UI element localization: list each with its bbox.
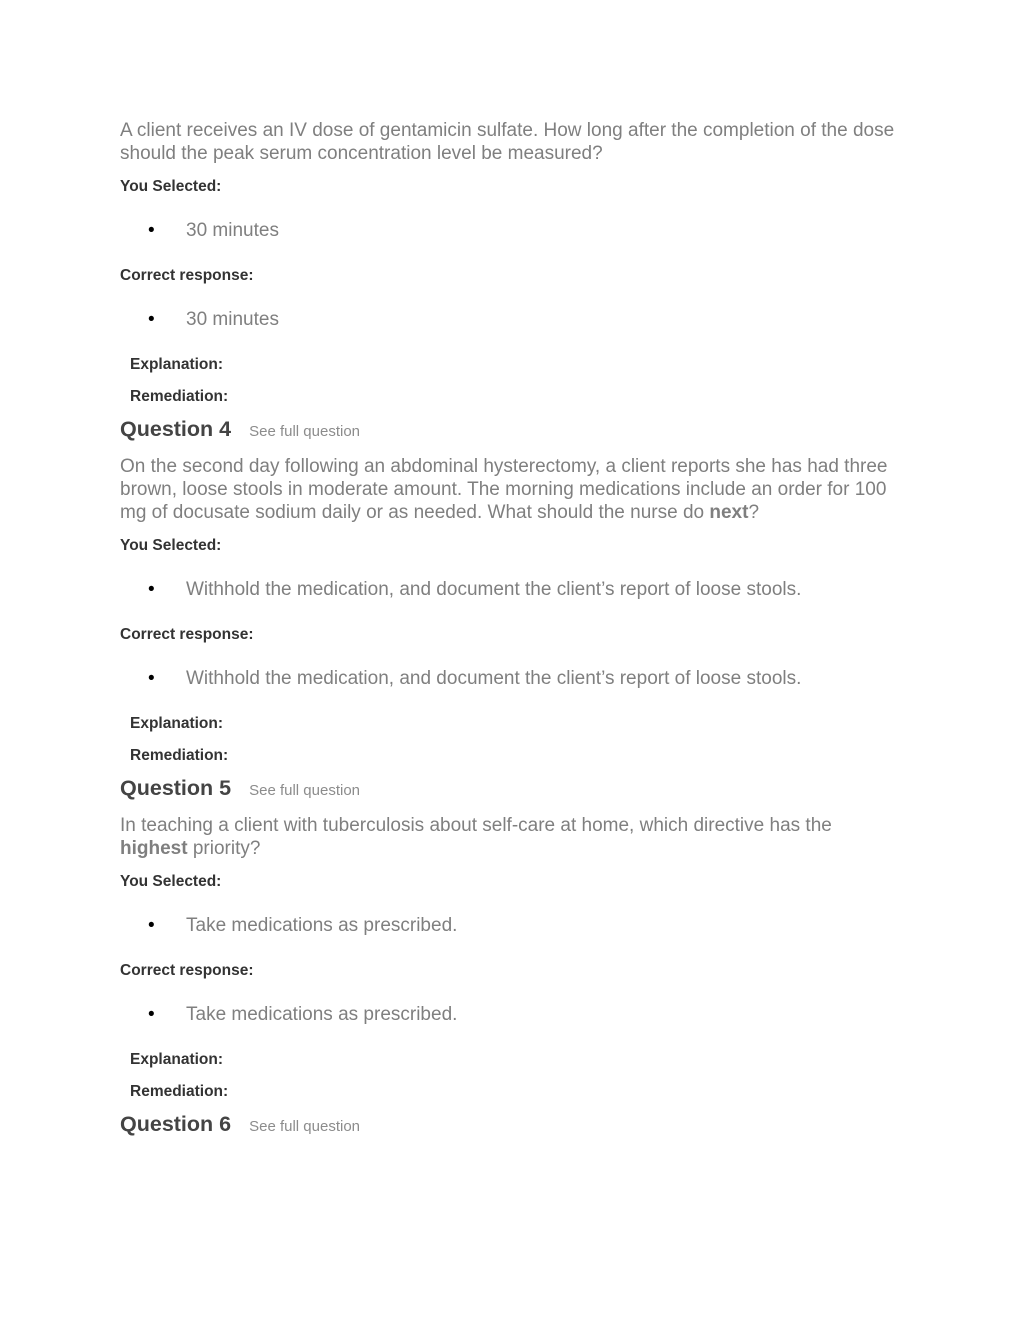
selected-answer-list bbox=[120, 578, 900, 601]
correct-answer bbox=[120, 667, 900, 690]
question-4-block bbox=[120, 417, 900, 766]
question-5-title: Question 5 bbox=[120, 776, 232, 800]
selected-answer-text: Take medications as prescribed. bbox=[186, 915, 458, 936]
bullet-icon: • bbox=[148, 220, 155, 241]
explanation-label: Explanation: bbox=[130, 715, 224, 732]
bullet-icon: • bbox=[148, 309, 155, 330]
question-4-heading bbox=[120, 417, 900, 442]
correct-answer-list bbox=[120, 308, 900, 331]
selected-answer bbox=[120, 914, 900, 937]
question-4-emphasis: next bbox=[709, 502, 749, 523]
see-full-question-link[interactable]: See full question bbox=[249, 782, 361, 799]
bullet-icon: • bbox=[148, 579, 155, 600]
selected-answer-list bbox=[120, 914, 900, 937]
selected-answer-text: 30 minutes bbox=[186, 220, 279, 241]
you-selected-label: You Selected: bbox=[120, 537, 222, 554]
explanation-label: Explanation: bbox=[130, 1051, 224, 1068]
explanation-label: Explanation: bbox=[130, 356, 224, 373]
selected-answer bbox=[120, 578, 900, 601]
question-5-text-end: priority? bbox=[187, 838, 261, 859]
correct-answer-text: Take medications as prescribed. bbox=[186, 1004, 458, 1025]
correct-answer bbox=[120, 1003, 900, 1026]
correct-answer-list bbox=[120, 667, 900, 690]
question-5-text bbox=[120, 814, 900, 860]
bullet-icon: • bbox=[148, 668, 155, 689]
question-4-text bbox=[120, 455, 900, 524]
remediation-label: Remediation: bbox=[130, 747, 229, 764]
question-3-text: A client receives an IV dose of gentamicin sulfate. How long after the completion of the dose should the peak serum concentration level be measured? bbox=[120, 120, 895, 164]
selected-answer-list bbox=[120, 219, 900, 242]
question-5-heading bbox=[120, 776, 900, 801]
selected-answer bbox=[120, 219, 900, 242]
correct-answer-text: Withhold the medication, and document the client’s report of loose stools. bbox=[186, 668, 802, 689]
correct-answer-text: 30 minutes bbox=[186, 309, 279, 330]
correct-response-label: Correct response: bbox=[120, 267, 254, 284]
selected-answer-text: Withhold the medication, and document the client’s report of loose stools. bbox=[186, 579, 802, 600]
question-6-block bbox=[120, 1112, 900, 1137]
question-4-text-part: On the second day following an abdominal hysterectomy, a client reports she has had three brown, loose stools in moderate amount. The morning medications include an order for 100 mg of docusate sodium daily or as needed. What should the nurse do bbox=[120, 456, 888, 523]
correct-answer-list bbox=[120, 1003, 900, 1026]
question-3-block bbox=[120, 119, 900, 407]
see-full-question-link[interactable]: See full question bbox=[249, 1118, 361, 1135]
question-6-heading bbox=[120, 1112, 900, 1137]
question-6-title: Question 6 bbox=[120, 1112, 232, 1136]
question-5-block bbox=[120, 776, 900, 1102]
bullet-icon: • bbox=[148, 915, 155, 936]
correct-response-label: Correct response: bbox=[120, 962, 254, 979]
question-4-text-end: ? bbox=[748, 502, 760, 523]
remediation-label: Remediation: bbox=[130, 388, 229, 405]
correct-response-label: Correct response: bbox=[120, 626, 254, 643]
question-4-title: Question 4 bbox=[120, 417, 232, 441]
question-5-emphasis: highest bbox=[120, 838, 188, 859]
correct-answer bbox=[120, 308, 900, 331]
see-full-question-link[interactable]: See full question bbox=[249, 423, 361, 440]
bullet-icon: • bbox=[148, 1004, 155, 1025]
question-5-text-part: In teaching a client with tuberculosis about self-care at home, which directive has the bbox=[120, 815, 832, 836]
quiz-results bbox=[120, 119, 900, 1150]
you-selected-label: You Selected: bbox=[120, 873, 222, 890]
you-selected-label: You Selected: bbox=[120, 178, 222, 195]
remediation-label: Remediation: bbox=[130, 1083, 229, 1100]
